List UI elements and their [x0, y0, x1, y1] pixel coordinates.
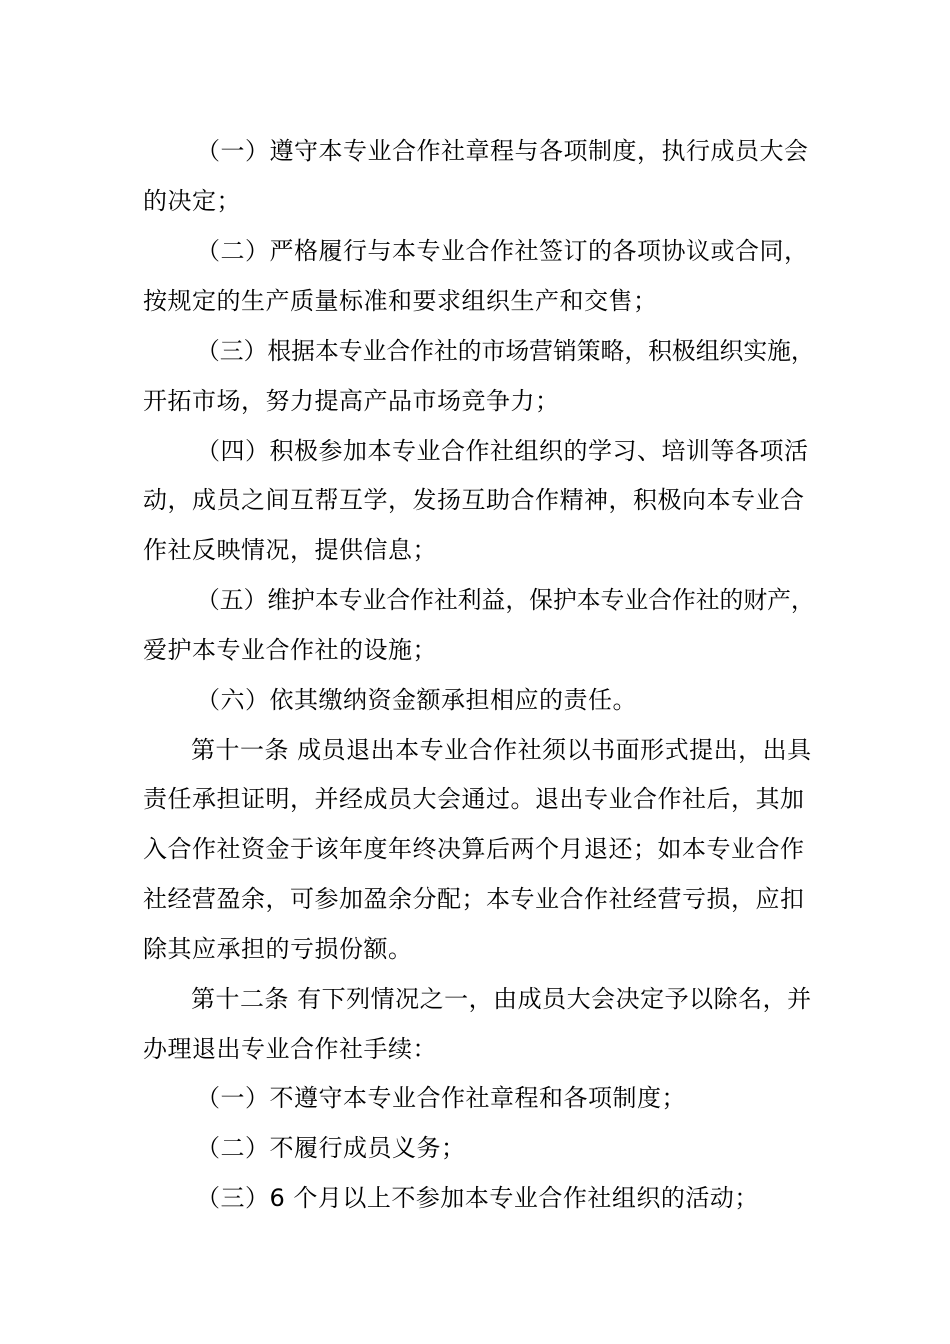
text-line: （三）根据本专业合作社的市场营销策略，积极组织实施，	[196, 337, 815, 365]
text-line: 作社反映情况，提供信息；	[143, 536, 437, 564]
text-line: （二）严格履行与本专业合作社签订的各项协议或合同，	[196, 237, 809, 265]
article-11-heading: 第十一条 成员退出本专业合作社须以书面形式提出，出具	[191, 736, 812, 764]
article-12-heading: 第十二条 有下列情况之一，由成员大会决定予以除名，并	[191, 985, 812, 1013]
text-line: （五）维护本专业合作社利益，保护本专业合作社的财产，	[196, 586, 815, 614]
text-line: 入合作社资金于该年度年终决算后两个月退还；如本专业合作	[143, 835, 805, 863]
text-line: （二）不履行成员义务；	[196, 1134, 466, 1162]
text-line: （三）6 个月以上不参加本专业合作社组织的活动；	[196, 1184, 759, 1212]
text-line: 社经营盈余，可参加盈余分配；本专业合作社经营亏损，应扣	[143, 885, 805, 913]
text-line: （一）遵守本专业合作社章程与各项制度，执行成员大会	[196, 137, 809, 165]
text-line: 办理退出专业合作社手续：	[143, 1035, 437, 1063]
text-line: 动，成员之间互帮互学，发扬互助合作精神，积极向本专业合	[143, 486, 805, 514]
text-line: （六）依其缴纳资金额承担相应的责任。	[196, 686, 637, 714]
text-line: 除其应承担的亏损份额。	[143, 935, 413, 963]
text-line: （四）积极参加本专业合作社组织的学习、培训等各项活	[196, 437, 809, 465]
text-line: 的决定；	[143, 187, 241, 215]
text-line: 按规定的生产质量标准和要求组织生产和交售；	[143, 287, 658, 315]
text-line: 爱护本专业合作社的设施；	[143, 636, 437, 664]
text-line: 开拓市场，努力提高产品市场竞争力；	[143, 387, 560, 415]
text-line: （一）不遵守本专业合作社章程和各项制度；	[196, 1084, 686, 1112]
text-line: 责任承担证明，并经成员大会通过。退出专业合作社后，其加	[143, 785, 805, 813]
